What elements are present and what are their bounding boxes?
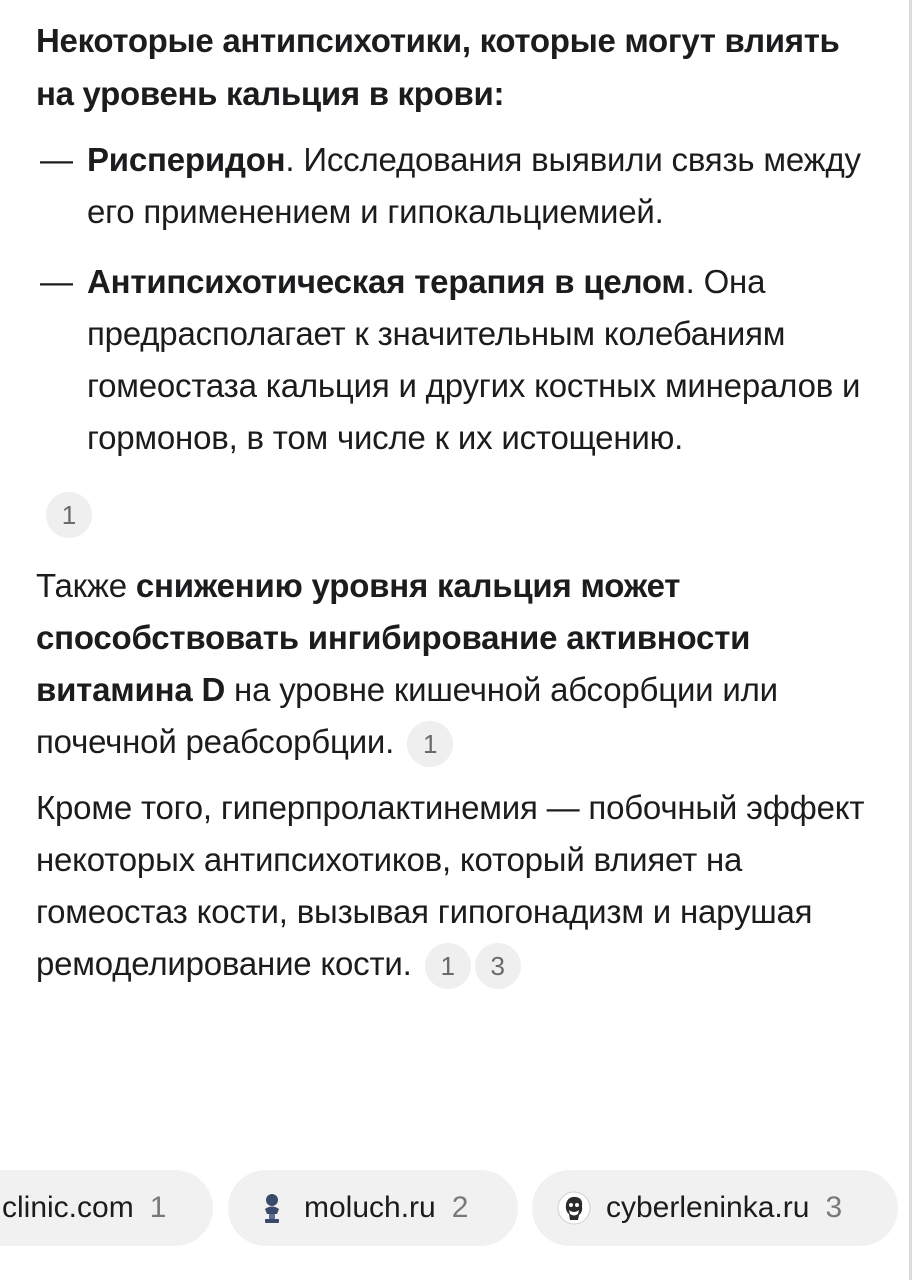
reference-badge[interactable]: 3	[475, 943, 521, 989]
list-item-term: Рисперидон	[87, 141, 286, 178]
reference-badge[interactable]: 1	[407, 721, 453, 767]
answer-content	[36, 14, 886, 990]
list-dash: —	[40, 141, 73, 178]
list-item-text: . Исследования выявили связь между его применением и гипокальциемией.	[87, 141, 861, 230]
list-dash: —	[40, 263, 73, 300]
reference-badge[interactable]: 1	[46, 492, 92, 538]
source-chip-moluch[interactable]	[228, 1170, 518, 1246]
list-item-term: Антипсихотическая терапия в целом	[87, 263, 686, 300]
list-item	[36, 256, 886, 464]
paragraph-hyperprolactinemia	[36, 782, 886, 990]
source-number: 1	[149, 1191, 167, 1224]
bust-icon	[254, 1190, 290, 1226]
source-number: 2	[451, 1191, 469, 1224]
paragraph-text: на уровне кишечной абсорбции или почечной реабсорбции.	[36, 671, 778, 760]
source-chip-clinic[interactable]	[0, 1170, 213, 1246]
lenin-icon	[556, 1190, 592, 1226]
list-item-text: . Она предрасполагает к значительным колебаниям гомеостаза кальция и других костных минералов и гормонов, в том числе к их истощению.	[87, 263, 861, 456]
list-item	[36, 134, 886, 238]
paragraph-vitamin-d	[36, 560, 886, 768]
paragraph-text: Также	[36, 567, 136, 604]
section-heading: Некоторые антипсихотики, которые могут влиять на уровень кальция в крови:	[36, 22, 840, 112]
source-domain: cyberleninka.ru	[606, 1191, 810, 1224]
source-domain: moluch.ru	[304, 1191, 436, 1224]
source-domain: clinic.com	[2, 1191, 134, 1224]
source-chip-cyberleninka[interactable]	[532, 1170, 898, 1246]
paragraph-text: Кроме того, гиперпролактинемия — побочный эффект некоторых антипсихотиков, который влияет на гомеостаз кости, вызывая гипогонадизм и нарушая ремоделирование кости.	[36, 789, 865, 982]
sources-carousel[interactable]	[0, 1170, 912, 1246]
antipsychotics-list	[36, 134, 886, 464]
source-number: 3	[825, 1191, 843, 1224]
reference-badge[interactable]: 1	[425, 943, 471, 989]
paragraph-emphasis: снижению уровня кальция может способствовать ингибирование активности витамина D	[36, 567, 751, 708]
